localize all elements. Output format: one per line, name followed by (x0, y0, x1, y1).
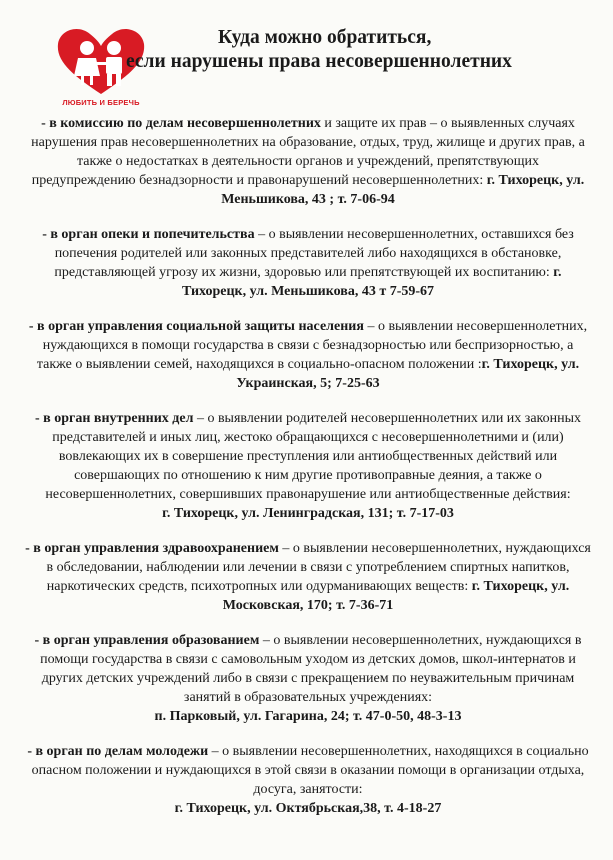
section-head: - в комиссию по делам несовершеннолетних (41, 116, 321, 131)
section-social-protection (24, 317, 592, 393)
section-head: - в орган внутренних дел (34, 411, 194, 426)
section-address: г. Тихорецк, ул. Меньшикова, 43 т 7-59-67 (181, 265, 562, 299)
section-head: - в орган опеки и попечительства (42, 227, 255, 242)
section-head: - в орган управления образованием (34, 633, 260, 648)
page-title (126, 26, 606, 74)
section-body: – о выявлении несовершеннолетних, нуждающихся в помощи государства в связи с безнадзорностью или беспризорностью, а также о выявлении семей, находящихся в социально-опасном положении : (36, 319, 588, 372)
section-head: - в орган управления здравоохранением (25, 541, 279, 556)
section-body: – о выявлении несовершеннолетних, находящихся в социально опасном положении и нуждающихся в этой связи в оказании помощи в организации отдыха, досуга, занятости: (31, 744, 589, 797)
section-address: г. Тихорецк, ул. Ленинградская, 131; т. 7-17-03 (162, 506, 454, 521)
section-guardianship (24, 225, 592, 301)
section-body: – о выявлении несовершеннолетних, нуждающихся в обследовании, наблюдении или лечении в связи с употреблением спиртных напитков, наркотических средств, психотропных или одурманивающих веществ: (46, 541, 591, 594)
page-title-line2: если нарушены права несовершеннолетних (126, 51, 512, 72)
section-healthcare (24, 539, 592, 615)
sections (24, 114, 592, 834)
section-body: – о выявлении родителей несовершеннолетних или их законных представителей и иных лиц, жестоко обращающихся с несовершеннолетними и (или) вовлекающих их в совершение преступления или антиобщественных действий или совершающих по отношению к ним другие противоправные деяния, а также о несовершеннолетних, совершивших правонарушение или антиобщественные действия: (45, 411, 582, 502)
section-internal-affairs (24, 409, 592, 523)
section-head: - в орган управления социальной защиты населения (28, 319, 364, 334)
section-address: г. Тихорецк, ул. Украинская, 5; 7-25-63 (236, 357, 580, 391)
section-youth-affairs (24, 742, 592, 818)
section-commission (24, 114, 592, 209)
page-title-line1: Куда можно обратиться, (218, 27, 432, 48)
section-education (24, 631, 592, 726)
section-address: п. Парковый, ул. Гагарина, 24; т. 47-0-50, 48-3-13 (154, 709, 462, 724)
section-body: и защите их прав – о выявленных случаях нарушения прав несовершеннолетних на образование, отдых, труд, жилище и других прав, а также о недостатках в деятельности органов и учреждений, препятствующих предупреждению безнадзорности и правонарушений несовершеннолетних: (31, 116, 585, 188)
section-head: - в орган по делам молодежи (27, 744, 209, 759)
section-address: г. Тихорецк, ул. Октябрьская,38, т. 4-18-27 (174, 801, 442, 816)
logo-caption: ЛЮБИТЬ И БЕРЕЧЬ (62, 98, 140, 107)
section-address: г. Тихорецк, ул. Меньшикова, 43 ; т. 7-06-94 (221, 173, 585, 207)
section-body: – о выявлении несовершеннолетних, нуждающихся в помощи государства в связи с самовольным уходом из детских домов, школ-интернатов и других детских учреждений либо в связи с прекращением по неуважительным причинам занятий в образовательных учреждениях: (40, 633, 582, 705)
section-body: – о выявлении несовершеннолетних, оставшихся без попечения родителей или законных представителей либо находящихся в обстановке, представляющей угрозу их жизни, здоровью или препятствующей их воспитанию: (54, 227, 574, 280)
section-address: г. Тихорецк, ул. Московская, 170; т. 7-36-71 (222, 579, 570, 613)
